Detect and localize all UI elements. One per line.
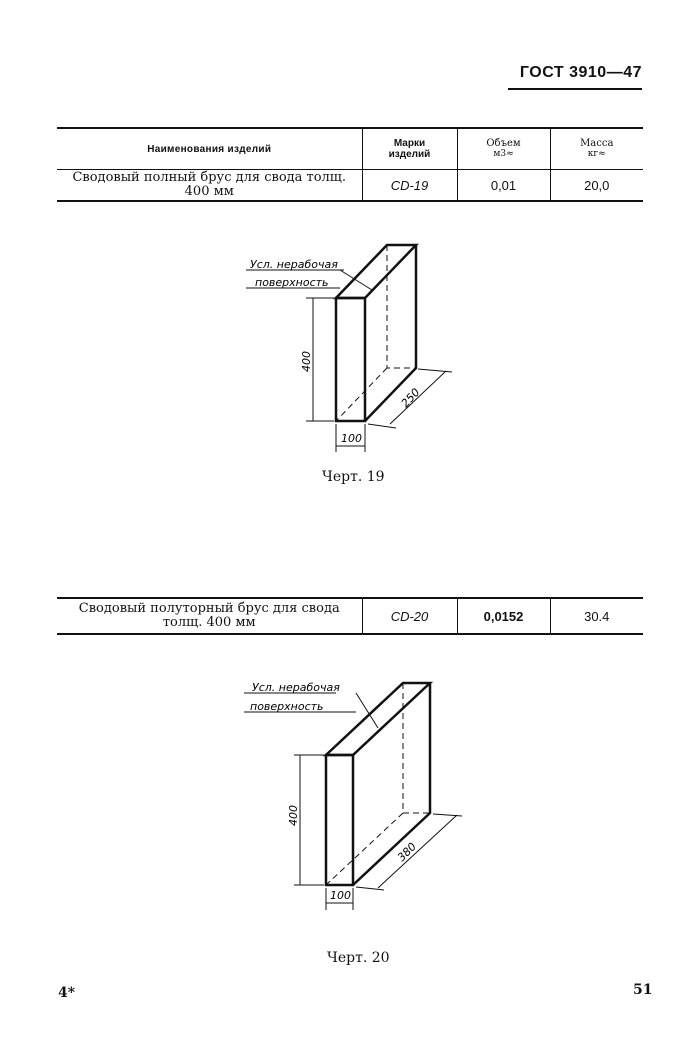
figure-20-drawing (240, 675, 480, 915)
fig19-label-line2: поверхность (255, 276, 329, 289)
row-name-line1: Сводовый полный брус для свода толщ. (72, 170, 347, 185)
brick-front-face (336, 298, 365, 421)
col-header-mark (362, 128, 457, 170)
col-header-mass-line1: Масса (580, 138, 614, 149)
fig19-label-line1: Усл. нерабочая (250, 258, 338, 271)
hidden-edges (403, 683, 430, 813)
col-header-mark-line2: изделий (388, 149, 431, 160)
dim-depth-ext-b (433, 814, 462, 816)
dim-depth-ext-a (368, 424, 396, 428)
figure-19-caption: Черт. 19 (322, 469, 385, 485)
col-header-volume-line1: Объем (486, 138, 521, 149)
row-name (57, 598, 362, 634)
row-volume: 0,01 (457, 170, 550, 202)
row-mass: 20,0 (550, 170, 643, 202)
row-mark: CD-20 (362, 598, 457, 634)
figure-19-drawing (240, 235, 480, 465)
signature-mark: 4* (58, 985, 76, 1001)
header-underline (508, 88, 642, 90)
products-table-2 (57, 597, 643, 635)
label-leader-line (340, 270, 372, 290)
fig20-dim-height: 400 (287, 805, 300, 826)
brick-top-face (336, 245, 416, 298)
row-name-line2: толщ. 400 мм (162, 615, 256, 630)
col-header-volume-line2: м3≈ (493, 149, 514, 159)
fig20-label-line2: поверхность (250, 700, 324, 713)
col-header-volume (457, 128, 550, 170)
hidden-edge-diagonal (336, 368, 387, 421)
col-header-mark-line1: Марки (393, 138, 426, 149)
row-volume: 0,0152 (457, 598, 550, 634)
dim-depth-ext-b (418, 369, 452, 372)
fig19-dim-depth: 250 (398, 385, 423, 411)
row-name-line2: 400 мм (184, 184, 234, 199)
fig20-label-line1: Усл. нерабочая (252, 681, 340, 694)
fig20-dim-depth: 380 (394, 840, 419, 865)
brick-front-face (326, 755, 353, 885)
products-table-1 (57, 127, 643, 202)
fig20-dim-width: 100 (330, 889, 351, 902)
col-header-mass (550, 128, 643, 170)
figure-20-caption: Черт. 20 (327, 950, 390, 966)
brick-top-face (326, 683, 430, 755)
row-name (57, 170, 362, 202)
row-name-line1: Сводовый полуторный брус для свода (78, 601, 340, 616)
col-header-mass-line2: кг≈ (587, 149, 606, 159)
col-header-name: Наименования изделий (147, 143, 272, 155)
table-row (57, 598, 643, 634)
row-mass: 30.4 (550, 598, 643, 634)
row-mark: CD-19 (362, 170, 457, 202)
brick-side-face (353, 683, 430, 885)
table-header-row (57, 128, 643, 170)
standard-header: ГОСТ 3910—47 (519, 64, 642, 81)
fig19-dim-width: 100 (341, 432, 362, 445)
fig19-dim-height: 400 (300, 351, 313, 372)
page-number: 51 (633, 982, 653, 998)
table-row (57, 170, 643, 202)
dim-depth-ext-a (356, 887, 384, 890)
hidden-edges (387, 245, 416, 368)
